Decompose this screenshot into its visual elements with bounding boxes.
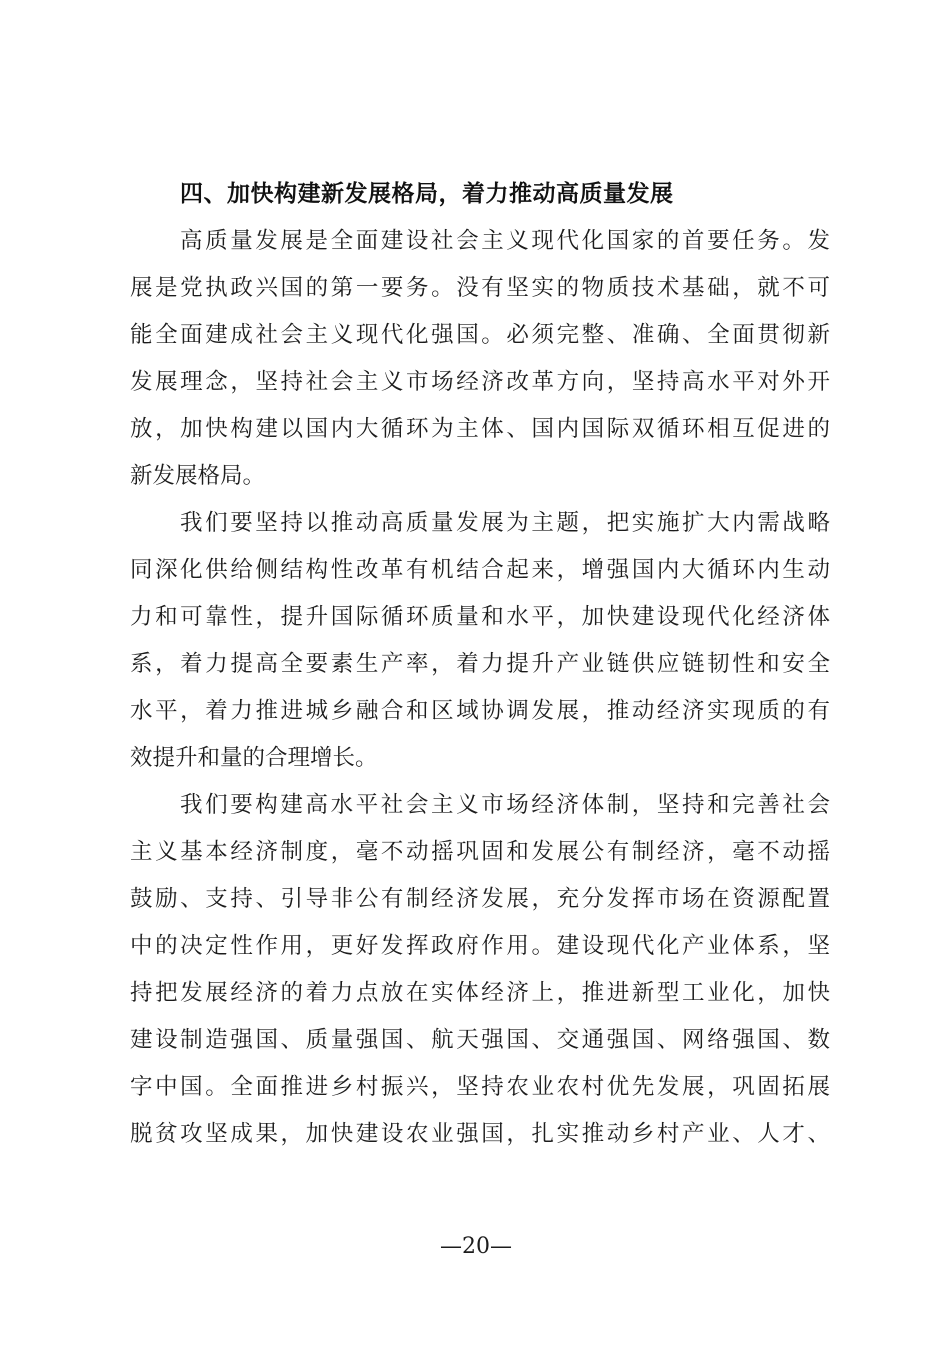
- text-line: 字中国。全面推进乡村振兴，坚持农业农村优先发展，巩固拓展: [130, 1074, 830, 1100]
- text-line: 我们要坚持以推动高质量发展为主题，把实施扩大内需战略: [180, 510, 830, 536]
- text-line: 中的决定性作用，更好发挥政府作用。建设现代化产业体系，坚: [130, 933, 830, 959]
- paragraph-1: [130, 218, 830, 500]
- paragraph-3: [130, 782, 830, 1158]
- text-line: 持把发展经济的着力点放在实体经济上，推进新型工业化，加快: [130, 980, 830, 1006]
- text-line: 我们要构建高水平社会主义市场经济体制，坚持和完善社会: [180, 792, 830, 818]
- text-line: 主义基本经济制度，毫不动摇巩固和发展公有制经济，毫不动摇: [130, 839, 830, 865]
- text-line: 建设制造强国、质量强国、航天强国、交通强国、网络强国、数: [130, 1027, 830, 1053]
- paragraph-2: [130, 500, 830, 782]
- text-line: 力和可靠性，提升国际循环质量和水平，加快建设现代化经济体: [130, 604, 830, 630]
- text-line: 同深化供给侧结构性改革有机结合起来，增强国内大循环内生动: [130, 557, 830, 583]
- text-line: 能全面建成社会主义现代化强国。必须完整、准确、全面贯彻新: [130, 322, 830, 348]
- text-line: 水平，着力推进城乡融合和区域协调发展，推动经济实现质的有: [130, 698, 830, 724]
- section-heading: 四、加快构建新发展格局，着力推动高质量发展: [180, 181, 674, 207]
- text-line: 发展理念，坚持社会主义市场经济改革方向，坚持高水平对外开: [130, 369, 830, 395]
- page-number: —20—: [440, 1234, 512, 1259]
- text-line: 放，加快构建以国内大循环为主体、国内国际双循环相互促进的: [130, 416, 830, 442]
- text-line: 展是党执政兴国的第一要务。没有坚实的物质技术基础，就不可: [130, 275, 830, 301]
- text-line: 新发展格局。: [130, 463, 266, 489]
- text-line: 高质量发展是全面建设社会主义现代化国家的首要任务。发: [180, 228, 830, 254]
- page-content: [130, 170, 830, 1158]
- text-line: 鼓励、支持、引导非公有制经济发展，充分发挥市场在资源配置: [130, 886, 830, 912]
- text-line: 脱贫攻坚成果，加快建设农业强国，扎实推动乡村产业、人才、: [130, 1121, 830, 1147]
- text-line: 效提升和量的合理增长。: [130, 745, 378, 771]
- text-line: 系，着力提高全要素生产率，着力提升产业链供应链韧性和安全: [130, 651, 830, 677]
